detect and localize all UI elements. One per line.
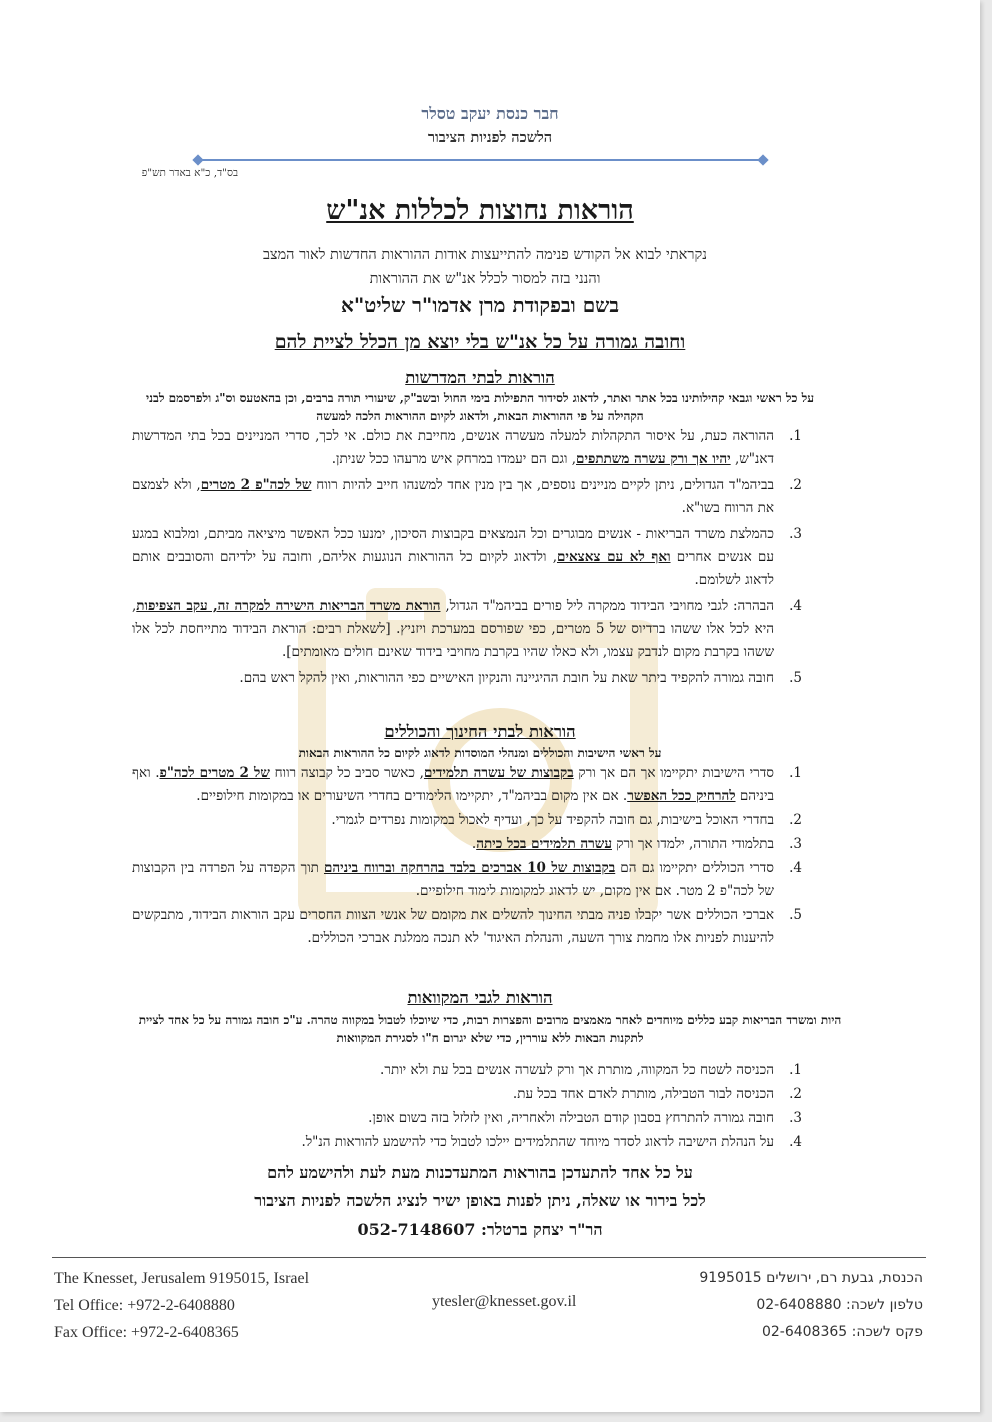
footer-divider — [52, 1257, 926, 1258]
list-item: 5. אברכי הכוללים אשר יקבלו פניה מבתי החינוך להשלים את מקומם של אנשי הצוות החסרים עקב הוראות הבידוד, מתבקשים להיענות לפניות אלו מחמת צורך השעה, והנהלת האיגוד' לא תנכה ממלגת אברכי הכוללים. — [132, 907, 802, 946]
letter-date: בס"ד, כ"א באדר תש"פ — [141, 167, 238, 179]
document-title: הוראות נחוצות לכללות אנ"ש — [326, 195, 634, 226]
mikvaot-list — [132, 1058, 802, 1154]
list-item: 4. סדרי הכוללים יתקיימו גם הם בקבוצות של 10 אברכים בלבד בהרחקה וברווח ביניהם תוך הקפדה על הפרדה בין הקבוצות של לכה"פ 2 מטר. אם אין מקום, יש לדאוג למקומות לימוד חילופיים. — [132, 860, 802, 899]
section-subtitle-schools: על ראשי הישיבות והכוללים ומנהלי המוסדות לדאוג לקיום כל ההוראות הבאות — [298, 746, 662, 760]
duty-heading: וחובה גמורה על כל אנ"ש בלי יוצא מן הכלל לציית להם — [274, 331, 686, 353]
footer-address-he: הכנסת, גבעת רם, ירושלים 9195015 — [699, 1270, 923, 1286]
list-item: 4. הבהרה: לגבי מחויבי הבידוד ממקרה ליל פורים בביהמ"ד הגדול, הוראת משרד הבריאות הישירה למקרה זה, עקב הצפיפות, היא לכל אלו ששהו ברדיוס של 5 מטרים, כפי שפורסם במערכת ויזניץ. [לשאלת רבים: הוראת הבידוד מתייחסת לכל אלו ששהו בקרבת מקום לנדבק עצמו, ולא כאלו שהיו בקרבת מחויבי בידוד שאינם חולים מאומתים]. — [132, 598, 802, 660]
list-item: 4. על הנהלת הישיבה לדאוג לסדר מיוחד שהתלמידים יילכו לטבול כדי להישמע להוראות הנ"ל. — [301, 1134, 802, 1150]
list-item: 3. חובה גמורה להתרחץ בסבון קודם הטבילה ולאחריה, ואין לזלזל בזה בשום אופן. — [368, 1110, 802, 1126]
list-item: 1. הכניסה לשטח כל המקווה, מותרת אך ורק לעשרה אנשים בכל עת ולא יותר. — [380, 1062, 802, 1078]
divider-right-diamond-icon — [757, 154, 768, 165]
list-item: 3. כהמלצת משרד הבריאות - אנשים מבוגרים וכל הנמצאים בקבוצות הסיכון, ימנעו ככל האפשר מיציאה מביתם, ומלבוא במגע עם אנשים אחרים ואף לא עם צאצאים, ולדאוג לקיום כל ההוראות הנוגעות אליהם, וחובה על ילדיהם והסובבים אותם לדאוג לשלומם. — [132, 526, 802, 588]
footer-tel-en: Tel Office: +972-2-6408880 — [54, 1297, 235, 1314]
list-item: 2. בביהמ"ד הגדולים, ניתן לקיים מניינים נוספים, אך בין מנין אחד למשנהו חייב להיות רווח של לכה"פ 2 מטרים, ולא לצמצם את הרווח בשו"א. — [132, 477, 802, 516]
section-heading-study-halls: הוראות לבתי המדרשות — [405, 368, 555, 387]
divider-left-diamond-icon — [192, 154, 203, 165]
closing-line-1: על כל אחד להתעדכן בהוראות המתעדכנות מעת לעת ולהישמע להם — [267, 1163, 693, 1182]
section-subtitle-study-halls: על כל ראשי וגבאי קהילותינו בכל אתר ואתר, לדאוג לסידור התפילות בימי החול ובשב"ק, שיעורי תורה ברבים, וכן בהאטעס וס"ג ולפרסמם לבני הקהילה על פי ההוראות הבאות, ולדאוג לקיום ההוראות הלכה למעשה — [145, 391, 814, 423]
list-item: 1. סדרי הישיבות יתקיימו אך הם אך ורק בקבוצות של עשרה תלמידים, כאשר סביב כל קבוצה רווח של 2 מטרים לכה"פ. ואף ביניהם להרחיק ככל האפשר. אם אין מקום בביהמ"ד, יתקיימו הלימודים בחדרי השיעורים או במקומות חילופיים. — [132, 765, 802, 804]
mk-name: חבר כנסת יעקב טסלר — [421, 104, 559, 123]
section-heading-mikvaot: הוראות לגבי המקוואות — [407, 988, 553, 1007]
header-divider — [198, 159, 764, 161]
intro-line-2: והנני בזה למסור לכלל אנ"ש את ההוראות — [369, 271, 601, 287]
list-item: 1. ההוראה כעת, על איסור התקהלות למעלה מעשרה אנשים, מחייבת את כולם. אי לכך, סדרי המניינים בכל בתי המדרשות דאנ"ש, יהיו אך ורק עשרה משתתפים, וגם הם יעמדו במרחק איש מרעהו ככל שניתן. — [132, 428, 802, 467]
list-item: 3. בתלמודי התורה, ילמדו אך ורק עשרה תלמידים בכל כיתה. — [471, 836, 802, 852]
intro-line-1: נקראתי לבוא אל הקודש פנימה להתייעצות אודות ההוראות החדשות לאור המצב — [263, 247, 707, 263]
authority-heading: בשם ובפקודת מרן אדמו"ר שליט"א — [341, 293, 619, 317]
footer-email-link[interactable]: ytesler@knesset.gov.il — [432, 1293, 577, 1310]
footer-address-en: The Knesset, Jerusalem 9195015, Israel — [54, 1270, 310, 1287]
schools-list — [132, 762, 802, 951]
footer-fax-en: Fax Office: +972-2-6408365 — [54, 1324, 239, 1341]
section-subtitle-mikvaot: היות ומשרד הבריאות קבע כללים מיוחדים לאחר מאמצים מרובים והפצרות רבות, כדי שיוכלו לטבול במקווה טהרה. ע"כ חובה גמורה על כל אחד לציית לתקנות הבאות ללא עוררין, כדי שלא יגרום ח"ו לסגירת המקוואות — [138, 1013, 842, 1045]
intro-paragraph — [170, 243, 800, 291]
office-name: הלשכה לפניות הציבור — [427, 129, 553, 146]
list-item: 2. בחדרי האוכל בישיבות, גם חובה להקפיד על כך, ועדיף לאכול במקומות נפרדים לגמרי. — [331, 812, 802, 828]
footer-tel-he: טלפון לשכה: 02-6408880 — [756, 1297, 923, 1313]
study-halls-list — [132, 425, 802, 693]
list-item: 5. חובה גמורה להקפיד ביתר שאת על חובת ההיגיינה והנקיון האישיים כפי ההוראות, ואין להקל ראש בהם. — [239, 670, 802, 686]
section-heading-schools: הוראות לבתי החינוך והכוללים — [384, 722, 576, 741]
footer-fax-he: פקס לשכה: 02-6408365 — [761, 1324, 923, 1340]
list-item: 2. הכניסה לבור הטבילה, מותרת לאדם אחד בכל עת. — [512, 1086, 802, 1102]
closing-contact: הר"ר יצחק ברטלר: 052-7148607 — [357, 1220, 603, 1239]
closing-line-2: לכל בירור או שאלה, ניתן לפנות באופן ישיר לנציג הלשכה לפניות הציבור — [254, 1191, 706, 1210]
